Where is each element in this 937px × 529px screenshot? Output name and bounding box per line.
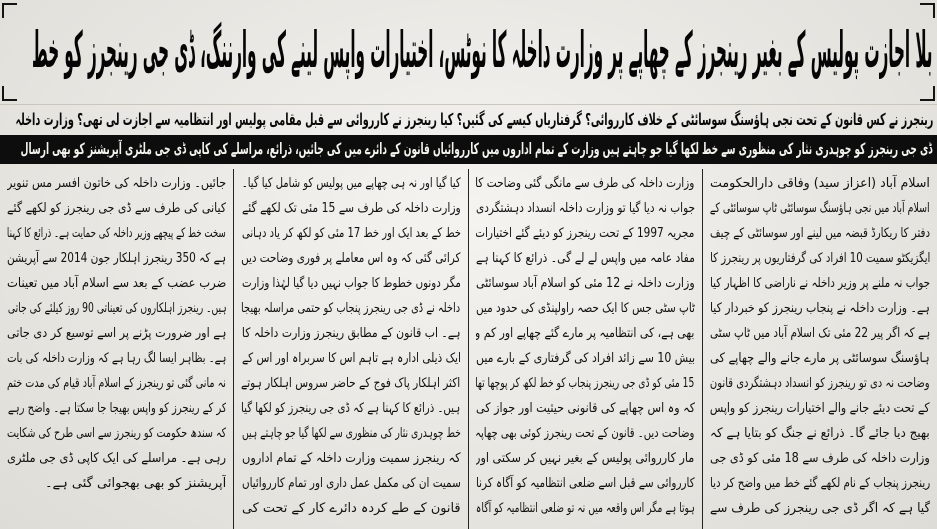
crop-mark-icon — [2, 3, 17, 18]
article-line: آپریشنز کو بھی بھجوائی گئی ہے۔ — [44, 476, 227, 491]
article-line: رینجرز پنجاب کے نام لکھے گئے خط میں واضح کر دیا — [709, 476, 930, 491]
article-line: بھی ہے، کی انتظامیہ پر مارے گئے چھاپے اور کم و — [475, 326, 695, 341]
article-line: کہ سندھ حکومت کو رینجرز سے اسی طرح کی شکایت — [7, 426, 227, 441]
article-line: اسلام آباد میں نجی ہاؤسنگ سوسائٹی ٹاپ سوسائٹی کے — [710, 201, 930, 216]
article-line: ہے۔ وزارت داخلہ نے پنجاب رینجرز کو خبردار کیا — [710, 301, 930, 316]
article-line: کیانی کی طرف سے ڈی جی رینجرز کو لکھے گئے — [7, 201, 227, 216]
article-line: ہیں۔ رینجرز اہلکاروں کی تعیناتی 90 روز کیلئے کی جاتی — [7, 301, 227, 316]
article-line: کہ وہ اس چھاپے کی قانونی حیثیت اور جواز کی — [475, 401, 695, 416]
article-line: ہوتا ہے مگر اس واقعہ میں نہ تو ضلعی انتظامیہ کو آگاہ — [475, 501, 695, 516]
article-column-4 — [0, 169, 234, 529]
article-line: کرائی گئی کہ وہ اس معاملے پر فوری وضاحت دیں — [241, 251, 461, 266]
article-line: خط کے بعد ایک اور خط 17 مئی کو لکھ کر یاد دہانی — [241, 226, 461, 241]
article-line: کہ رینجرز سمیت وزارت داخلہ کے تمام اداروں — [241, 451, 461, 466]
article-line: ہے کہ 350 رینجرز اہلکار جون 2014 سے آپریشن — [7, 251, 227, 266]
article-line: ہے کہ اگر پیر 22 مئی تک اسلام آباد میں ٹاپ سٹی — [709, 326, 930, 341]
article-line: کیا گیا اور نہ ہی چھاپے میں پولیس کو شامل کیا گیا۔ — [241, 176, 461, 191]
crop-mark-icon — [2, 86, 17, 101]
article-line: وزارت داخلہ کی طرف سے مانگی گئی وضاحت کا — [475, 176, 695, 191]
headline-block — [0, 0, 937, 104]
article-column-3 — [234, 169, 468, 529]
article-line: ہیں۔ ذرائع کا کہنا ہے کہ ڈی جی رینجرز کو لکھا گیا — [241, 401, 461, 416]
article-line: ہے۔ بظاہر ایسا لگ رہا ہے کہ وزارت داخلہ کی بات — [7, 351, 227, 366]
subheadline-row — [0, 104, 937, 135]
article-line: داخلہ نے ڈی جی رینجرز پنجاب کو حتمی مراسلہ بھیجا — [241, 301, 461, 316]
article-line: وضاحت نہ دی تو رینجرز کو انسداد دہشتگردی قانون — [710, 376, 930, 391]
article-line: ہے اور ضرورت پڑنے پر اسے توسیع کر دی جاتی — [7, 326, 227, 341]
article-line: رہی ہے۔ مراسلے کی ایک کاپی ڈی جی ملٹری — [7, 451, 227, 466]
article-line: وزارت داخلہ کی طرف سے 15 مئی تک لکھے گئے — [241, 201, 461, 216]
article-line: دفتر کا ریکارڈ قبضہ میں لینے اور سوسائٹی کے چیف — [709, 226, 930, 241]
article-line: بھیج دیا جائے گا۔ ذرائع نے جنگ کو بتایا ہے کہ — [710, 426, 930, 441]
article-line: اسلام آباد (اعزاز سید) وفاقی دارالحکومت — [710, 176, 930, 191]
article-line: نہ مانی گئی تو رینجرز کے اسلام آباد قیام کی مدت ختم — [7, 376, 227, 391]
article-line: خط چوہدری نثار کی منظوری سے لکھا گیا جو چاہتے ہیں — [241, 426, 461, 441]
article-body — [0, 164, 937, 529]
article-line: ایک ذیلی ادارہ ہے تاہم اس کا سربراہ اور اس کے — [241, 351, 461, 366]
article-line: ہاؤسنگ سوسائٹی پر مارے جانے والے چھاپے کی — [710, 351, 930, 366]
article-line: ٹاپ سٹی جس کا ایک حصہ راولپنڈی کی حدود میں — [475, 301, 695, 316]
subheadline: رینجرز نے کس قانون کے تحت نجی ہاؤسنگ سوسائٹی کے خلاف کارروائی؟ گرفتاریاں کیسے کی گئیں؟ کیا رینجرز نے کارروائی سے قبل مقامی پولیس اور انتظامیہ سے اجازت لی تھی؟ وزارت داخلہ — [15, 110, 934, 129]
article-line: مجریہ 1997 کے تحت رینجرز کو دیئے گئے اختیارات — [475, 226, 695, 241]
article-line: کر کے رینجرز کو واپس بھیجا جا سکتا ہے۔ واضح رہے — [7, 401, 227, 416]
article-column-1 — [703, 169, 937, 529]
article-line: جواب نہ ملنے پر وزیر داخلہ نے ناراضی کا اظہار کیا — [709, 276, 930, 291]
article-line: ضرب عضب کے بعد سے اسلام آباد میں تعینات — [7, 276, 227, 291]
article-line: بیش 10 سے زائد افراد کی گرفتاری کے بارے میں — [475, 351, 695, 366]
article-line: ایگزیکٹو سمیت 10 افراد کی گرفتاریوں پر رینجرز کا — [709, 251, 930, 266]
article-line: قانون کے طے کردہ دائرے کار کے تحت کی — [241, 501, 461, 516]
article-line: جائیں۔ وزارت داخلہ کی خاتون افسر مس تنویر — [7, 176, 227, 191]
article-line: وزارت داخلہ نے 12 مئی کو اسلام آباد سوسائٹی — [476, 276, 695, 291]
article-line: ہے۔ اب قانون کے مطابق رینجرز وزارت داخلہ کا — [241, 326, 461, 341]
article-line: مار کارروائی پولیس کے بغیر نہیں کر سکتی اور — [475, 451, 695, 466]
article-line: کارروائی سے قبل اسے ضلعی انتظامیہ کو آگاہ کرنا — [476, 476, 695, 491]
article-line: سمیت ان کی مکمل عمل داری اور تمام کارروائیاں — [241, 476, 461, 491]
article-line: وزارت داخلہ کی طرف سے 18 مئی کو ڈی جی — [710, 451, 930, 466]
article-column-2 — [469, 169, 703, 529]
article-line: 15 مئی کو ڈی جی رینجرز پنجاب کو خط لکھ کر پوچھا تھا — [475, 376, 695, 391]
article-line: کے تحت دیئے جانے والے اختیارات رینجرز کو واپس — [710, 401, 930, 416]
article-line: سخت خط کے پیچھے وزیر داخلہ کی حمایت ہے۔ ذرائع کا کہنا — [7, 226, 227, 241]
article-line: وضاحت دیں۔ قانون کے تحت رینجرز کوئی بھی چھاپہ — [475, 426, 695, 441]
banner-text: ڈی جی رینجرز کو چوہدری نثار کی منظوری سے خط لکھا گیا جو چاہتے ہیں وزارت کے تمام اداروں میں کارروائیاں قانون کے دائرے میں کی جائیں، ذرائع، مراسلے کی کاپی ڈی جی ملٹری آپریشنز کو بھی ارسال — [20, 140, 933, 158]
article-line: مگر دونوں خطوط کا جواب نہیں دیا گیا لہٰذا وزارت — [241, 276, 461, 291]
article-line: جواب نہ دیا گیا تو وزارت داخلہ انسداد دہشتگردی — [475, 201, 695, 216]
article-line: اکثر اہلکار پاک فوج کے حاضر سروس اہلکار ہوتے — [241, 376, 461, 391]
main-headline: بلا اجازت پولیس کے بغیر رینجرز کے چھاپے پر وزارت داخلہ کا نوٹس، اختیارات واپس لینے کی وارننگ، ڈی جی رینجرز کو خط — [32, 21, 933, 79]
banner-bar — [0, 135, 937, 164]
article-line: گیا ہے کہ اگر ڈی جی رینجرز کی طرف سے — [709, 501, 930, 516]
article-line: مفاد عامہ میں واپس لے لے گی۔ ذرائع کا کہنا ہے — [475, 251, 695, 266]
